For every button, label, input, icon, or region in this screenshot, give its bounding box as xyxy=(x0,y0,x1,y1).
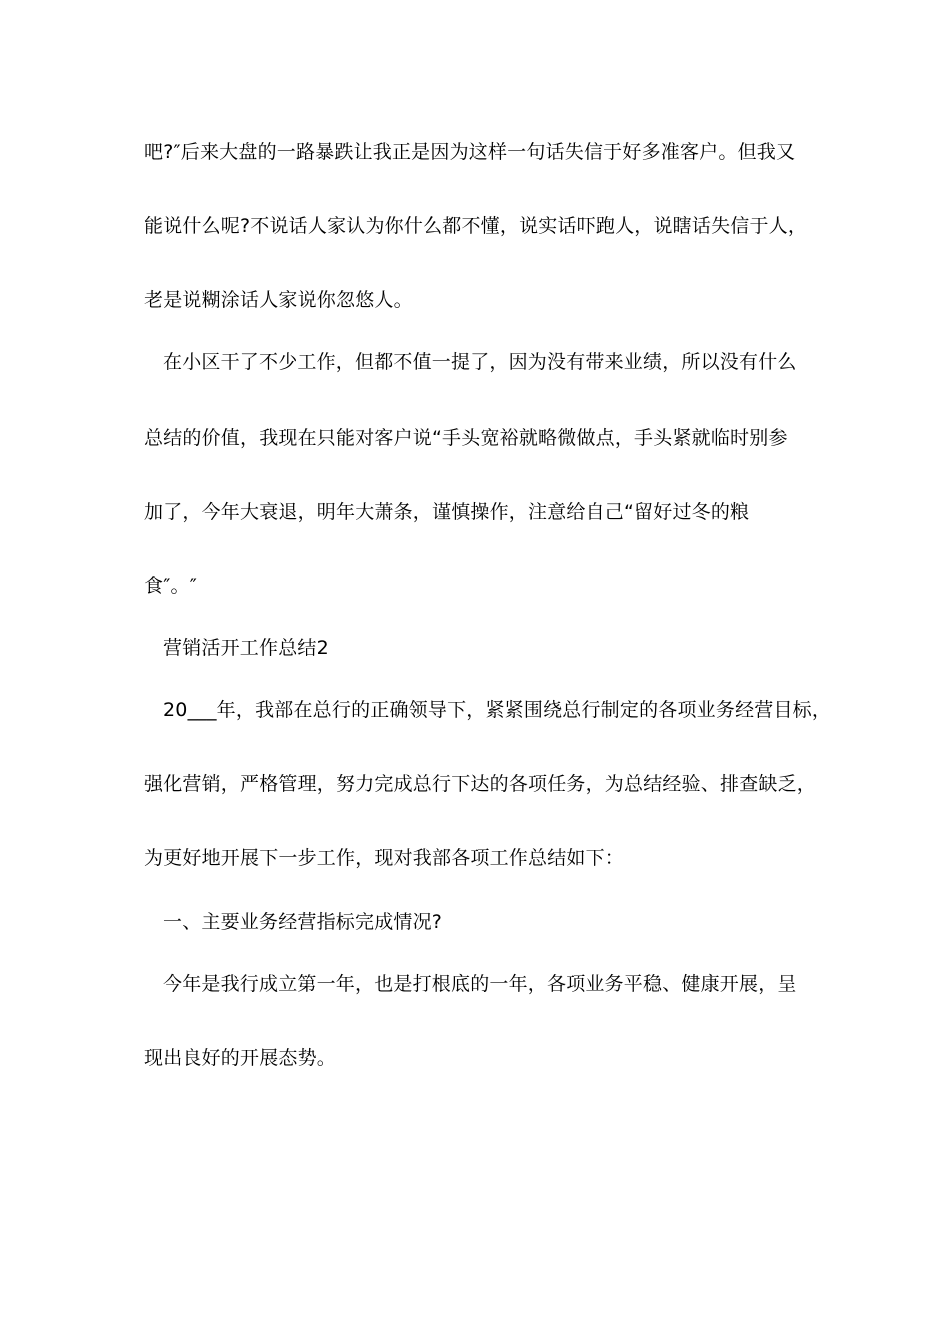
text-line: 总结的价值，我现在只能对客户说“手头宽裕就略微做点，手头紧就临时别参 xyxy=(144,427,788,449)
section-heading: 营销活开工作总结2 xyxy=(163,637,329,659)
text-line: 老是说糊涂话人家说你忽悠人。 xyxy=(144,289,413,311)
text-line: 20___年，我部在总行的正确领导下，紧紧围绕总行制定的各项业务经营目标， xyxy=(163,699,832,721)
text-line: 今年是我行成立第一年，也是打根底的一年，各项业务平稳、健康开展，呈 xyxy=(163,973,797,995)
subsection-heading: 一、主要业务经营指标完成情况? xyxy=(163,911,443,933)
text-line: 现出良好的开展态势。 xyxy=(144,1047,337,1069)
text-line: 为更好地开展下一步工作，现对我部各项工作总结如下： xyxy=(144,847,625,869)
text-line: 食″。″ xyxy=(144,575,197,597)
text-line: 加了，今年大衰退，明年大萧条，谨慎操作，注意给自己“留好过冬的粮 xyxy=(144,501,750,523)
text-line: 强化营销，严格管理，努力完成总行下达的各项任务，为总结经验、排查缺乏， xyxy=(144,773,817,795)
text-line: 吧?″后来大盘的一路暴跌让我正是因为这样一句话失信于好多准客户。但我又 xyxy=(144,141,796,163)
text-line: 能说什么呢?不说话人家认为你什么都不懂，说实话吓跑人，说瞎话失信于人， xyxy=(144,215,808,237)
text-line: 在小区干了不少工作，但都不值一提了，因为没有带来业绩，所以没有什么 xyxy=(163,351,797,373)
